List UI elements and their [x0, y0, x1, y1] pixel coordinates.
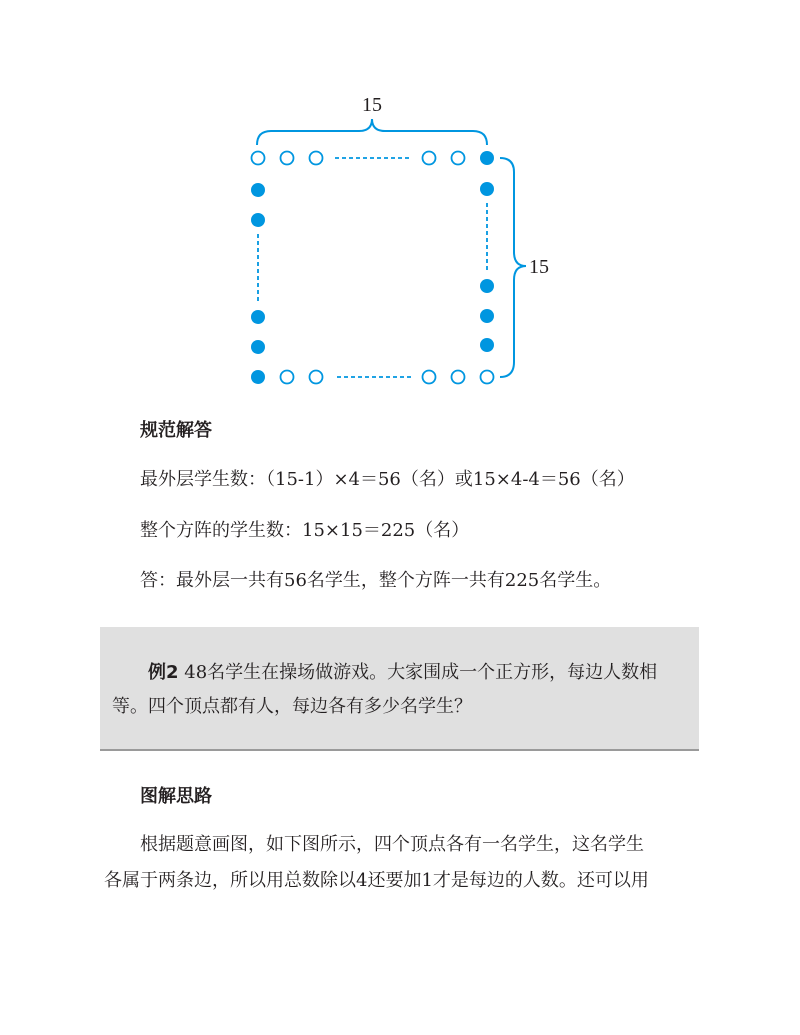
student-dot	[480, 182, 494, 196]
example-question-text: 48名学生在操场做游戏。大家围成一个正方形，每边人数相等。四个顶点都有人，每边各有多少名学生？	[112, 662, 658, 717]
top-count-label: 15	[362, 94, 382, 116]
student-dot	[452, 152, 465, 165]
student-dot	[251, 183, 265, 197]
student-dot	[423, 152, 436, 165]
student-dot	[423, 371, 436, 384]
student-dot	[480, 279, 494, 293]
dashed-connector-group	[258, 158, 487, 377]
student-dot	[251, 213, 265, 227]
dot-group	[251, 151, 494, 384]
right-count-label: 15	[529, 256, 549, 278]
student-dot	[252, 152, 265, 165]
square-array-diagram	[0, 0, 800, 400]
student-dot	[281, 371, 294, 384]
top-brace	[257, 119, 487, 145]
student-dot	[251, 370, 265, 384]
solution-line-total: 整个方阵的学生数：15×15＝225（名）	[140, 520, 470, 541]
student-dot	[281, 152, 294, 165]
solution-answer: 答：最外层一共有56名学生，整个方阵一共有225名学生。	[140, 570, 612, 591]
idea-heading: 图解思路	[140, 786, 212, 807]
student-dot	[452, 371, 465, 384]
student-dot	[480, 338, 494, 352]
student-dot	[480, 309, 494, 323]
idea-line-1: 根据题意画图，如下图所示，四个顶点各有一名学生，这名学生	[140, 834, 644, 855]
student-dot	[480, 151, 494, 165]
solution-heading: 规范解答	[140, 420, 212, 441]
example-box	[100, 627, 699, 751]
student-dot	[310, 371, 323, 384]
example-paragraph	[112, 656, 692, 724]
right-brace	[500, 158, 526, 377]
example-label: 例2	[148, 662, 179, 683]
student-dot	[310, 152, 323, 165]
student-dot	[251, 340, 265, 354]
student-dot	[481, 371, 494, 384]
idea-line-2: 各属于两条边，所以用总数除以4还要加1才是每边的人数。还可以用	[104, 870, 649, 891]
solution-line-outer-layer: 最外层学生数：（15-1）×4＝56（名）或15×4-4＝56（名）	[140, 469, 635, 490]
student-dot	[251, 310, 265, 324]
